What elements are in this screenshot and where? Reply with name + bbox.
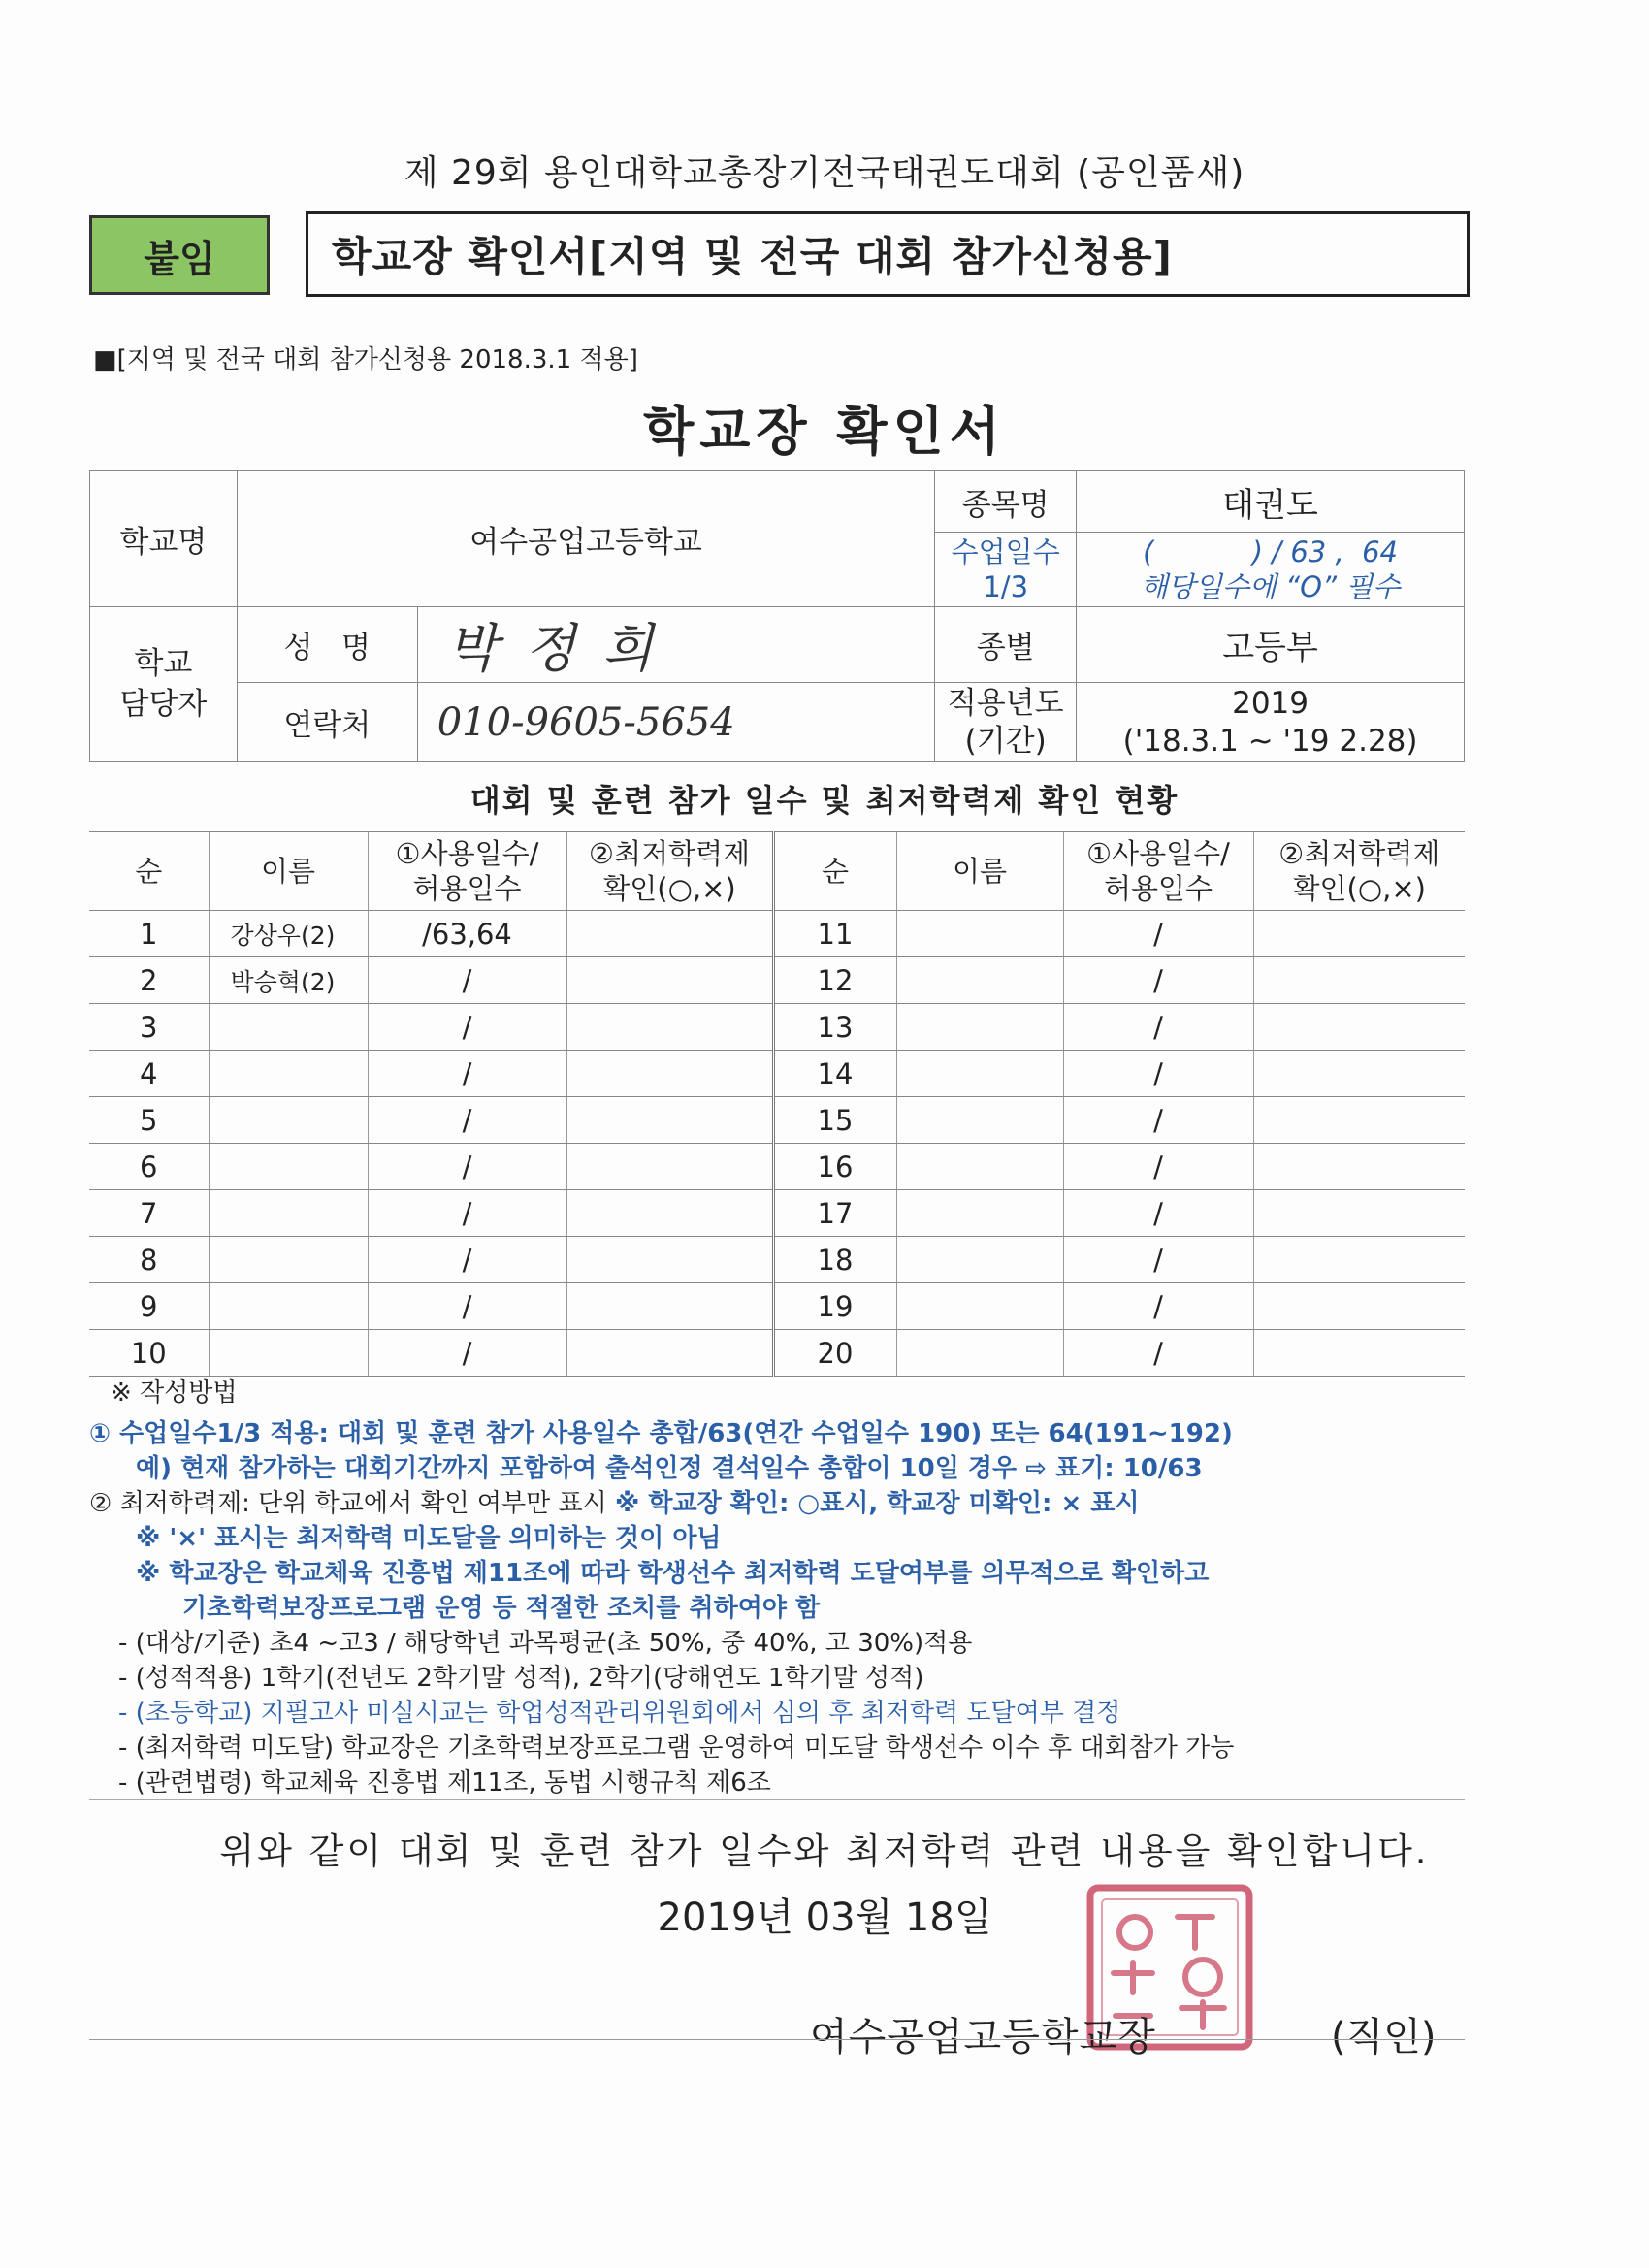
table-row [89,1330,1465,1377]
manager-label-line1: 학교 [134,645,193,681]
cell-days: / [1063,1190,1253,1237]
detail-grades: - (성적적용) 1학기(전년도 2학기말 성적), 2학기(당해연도 1학기말 성적) [118,1664,924,1693]
detail-law: - (관련법령) 학교체육 진흥법 제11조, 동법 시행규칙 제6조 [118,1768,771,1798]
cell-check [566,1283,773,1330]
detail-elementary: - (초등학교) 지필고사 미실시교는 학업성적관리위원회에서 심의 후 최저학력 도달여부 결정 [118,1699,1121,1728]
instructions-section [89,1376,1467,1800]
bottom-divider [89,2039,1465,2040]
cell-name [209,1144,368,1190]
seal-label: (직인) [1331,2015,1437,2059]
detail-not-reached: - (최저학력 미도달) 학교장은 기초학력보장프로그램 운영하여 미도달 학생선수 이수 후 대회참가 가능 [118,1733,1235,1763]
table-row [89,1190,1465,1237]
cell-no: 9 [89,1283,209,1330]
cell-days: / [368,957,566,1004]
cell-no: 11 [773,911,896,957]
cell-days: / [1063,1004,1253,1051]
year-value [1077,683,1465,762]
cell-check [1253,1144,1465,1190]
manager-label-line2: 담당자 [119,686,208,722]
cell-no: 1 [89,911,209,957]
cell-name [896,1190,1063,1237]
table-row [89,1144,1465,1190]
table-row [89,911,1465,957]
cell-days: / [368,1144,566,1190]
cell-days: / [368,1051,566,1097]
cell-name [896,1283,1063,1330]
instructions-heading: ※ 작성방법 [111,1378,238,1408]
cell-name [209,1283,368,1330]
cell-name [896,1097,1063,1144]
cell-days: / [1063,1283,1253,1330]
cell-no: 17 [773,1190,896,1237]
name-label: 성 명 [237,607,417,683]
cell-name: 강상우(2) [209,911,368,957]
cell-check [1253,1051,1465,1097]
class-days-ratio: ( ) / 63 , 64 [1143,535,1399,568]
col-check-left-line1: ②최저학력제 [588,836,751,870]
note-min-academic-text: ② 최저학력제: 단위 학교에서 확인 여부만 표시 [89,1489,616,1518]
cell-days: / [1063,1051,1253,1097]
col-days-left-line1: ①사용일수/ [395,836,539,870]
manager-name-signature: 박정희 [417,607,935,683]
year-period: ('18.3.1 ~ '19 2.28) [1122,723,1418,759]
cell-check [566,1097,773,1144]
form-title-box [306,211,1470,297]
cell-days: / [1063,1144,1253,1190]
cell-no: 5 [89,1097,209,1144]
status-section-title: 대회 및 훈련 참가 일수 및 최저학력제 확인 현황 [469,782,1180,819]
cell-name [896,957,1063,1004]
cell-no: 20 [773,1330,896,1377]
cell-check [566,1330,773,1377]
note-principal-duty-cont: 기초학력보장프로그램 운영 등 적절한 조치를 취하여야 함 [182,1594,821,1623]
note-min-academic-marking: ※ 학교장 확인: ○표시, 학교장 미확인: × 표시 [615,1489,1140,1518]
cell-check [566,1051,773,1097]
school-label: 학교명 [90,471,238,607]
cell-check [566,957,773,1004]
contact-label: 연락처 [237,683,417,762]
cell-name [209,1237,368,1283]
cell-no: 10 [89,1330,209,1377]
cell-check [566,1237,773,1283]
cell-no: 6 [89,1144,209,1190]
cell-no: 13 [773,1004,896,1051]
cell-no: 7 [89,1190,209,1237]
cell-name [896,1051,1063,1097]
cell-no: 15 [773,1097,896,1144]
cell-days: / [368,1237,566,1283]
class-days-instruction: 해당일수에 “O” 필수 [1140,570,1401,603]
cell-check [1253,1097,1465,1144]
cell-check [566,1144,773,1190]
year-label-line2: (기간) [964,723,1047,759]
year-label [935,683,1077,762]
note-class-days: ① 수업일수1/3 적용: 대회 및 훈련 참가 사용일수 총합/63(연간 수업일수 190) 또는 64(191~192) [89,1419,1233,1448]
roster-table [89,831,1465,1377]
cell-days: / [1063,1237,1253,1283]
competition-title: 제 29회 용인대학교총장기전국태권도대회 (공인품새) [404,153,1245,193]
class-days-label [935,533,1077,607]
col-name-left: 이름 [209,832,368,911]
cell-check [1253,1237,1465,1283]
note-principal-duty: ※ 학교장은 학교체육 진흥법 제11조에 따라 학생선수 최저학력 도달여부를 의무적으로 확인하고 [136,1559,1210,1588]
col-check-left-line2: 확인(○,×) [602,872,736,905]
table-row [89,957,1465,1004]
cell-days: / [1063,1097,1253,1144]
table-row [89,1237,1465,1283]
cell-check [1253,1190,1465,1237]
cell-no: 16 [773,1144,896,1190]
cell-days: / [368,1283,566,1330]
col-days-right-line1: ①사용일수/ [1086,836,1230,870]
attachment-label [89,215,270,295]
cell-days: / [1063,911,1253,957]
cell-no: 14 [773,1051,896,1097]
cell-name [209,1190,368,1237]
col-check-left [566,832,773,911]
school-info-table [89,470,1465,762]
manager-label [90,607,238,762]
col-days-left [368,832,566,911]
table-row [89,1051,1465,1097]
school-value: 여수공업고등학교 [237,471,934,607]
class-days-value [1077,533,1465,607]
form-subnote: ■[지역 및 전국 대회 참가신청용 2018.3.1 적용] [93,345,638,374]
cell-days: / [1063,957,1253,1004]
divider [89,1799,1465,1800]
cell-days: / [368,1097,566,1144]
cell-no: 3 [89,1004,209,1051]
class-days-label-line1: 수업일수 [951,535,1060,568]
cell-name [209,1004,368,1051]
cell-name [896,1330,1063,1377]
year-label-line1: 적용년도 [947,685,1064,721]
cell-check [1253,1330,1465,1377]
cell-name [896,911,1063,957]
cell-name [896,1004,1063,1051]
col-check-right-line2: 확인(○,×) [1292,872,1426,905]
note-min-academic [89,1486,1467,1521]
cell-name [209,1051,368,1097]
cell-days: / [368,1190,566,1237]
col-check-right [1253,832,1465,911]
attachment-label-text: 붙임 [144,237,215,280]
col-no-left: 순 [89,832,209,911]
form-title-text: 학교장 확인서[지역 및 전국 대회 참가신청용] [332,233,1173,280]
cell-no: 18 [773,1237,896,1283]
cell-check [1253,1004,1465,1051]
cell-no: 2 [89,957,209,1004]
class-days-label-line2: 1/3 [983,570,1029,603]
cell-days: / [1063,1330,1253,1377]
event-label: 종목명 [935,471,1077,533]
principal-name: 여수공업고등학교장 [810,2015,1156,2059]
col-name-right: 이름 [896,832,1063,911]
event-value: 태권도 [1077,471,1465,533]
year-value-line1: 2019 [1232,685,1310,721]
cell-no: 19 [773,1283,896,1330]
col-days-left-line2: 허용일수 [412,872,522,905]
cell-days: / [368,1004,566,1051]
confirmation-text: 위와 같이 대회 및 훈련 참가 일수와 최저학력 관련 내용을 확인합니다. [219,1831,1430,1872]
division-value: 고등부 [1077,607,1465,683]
table-row [89,1004,1465,1051]
cell-days: / [368,1330,566,1377]
cell-name: 박승혁(2) [209,957,368,1004]
note-x-meaning: ※ '×' 표시는 최저학력 미도달을 의미하는 것이 아님 [136,1524,722,1553]
cell-check [1253,1283,1465,1330]
cell-check [566,1190,773,1237]
note-class-days-example: 예) 현재 참가하는 대회기간까지 포함하여 출석인정 결석일수 총합이 10일 경우 ⇨ 표기: 10/63 [136,1454,1203,1483]
division-label: 종별 [935,607,1077,683]
cell-no: 12 [773,957,896,1004]
detail-target: - (대상/기준) 초4 ~고3 / 해당학년 과목평균(초 50%, 중 40%, 고 30%)적용 [118,1629,973,1658]
cell-check [566,1004,773,1051]
cell-name [896,1144,1063,1190]
cell-check [566,911,773,957]
col-check-right-line1: ②최저학력제 [1278,836,1440,870]
cell-name [896,1237,1063,1283]
cell-no: 4 [89,1051,209,1097]
table-row [89,1283,1465,1330]
col-days-right [1063,832,1253,911]
cell-check [1253,957,1465,1004]
cell-check [1253,911,1465,957]
manager-phone-handwritten: 010-9605-5654 [417,683,935,762]
cell-name [209,1097,368,1144]
confirmation-date: 2019년 03월 18일 [657,1895,992,1940]
cell-name [209,1330,368,1377]
cell-days: /63,64 [368,911,566,957]
table-row [89,1097,1465,1144]
col-no-right: 순 [773,832,896,911]
document-title: 학교장 확인서 [643,401,1006,462]
cell-no: 8 [89,1237,209,1283]
col-days-right-line2: 허용일수 [1103,872,1213,905]
